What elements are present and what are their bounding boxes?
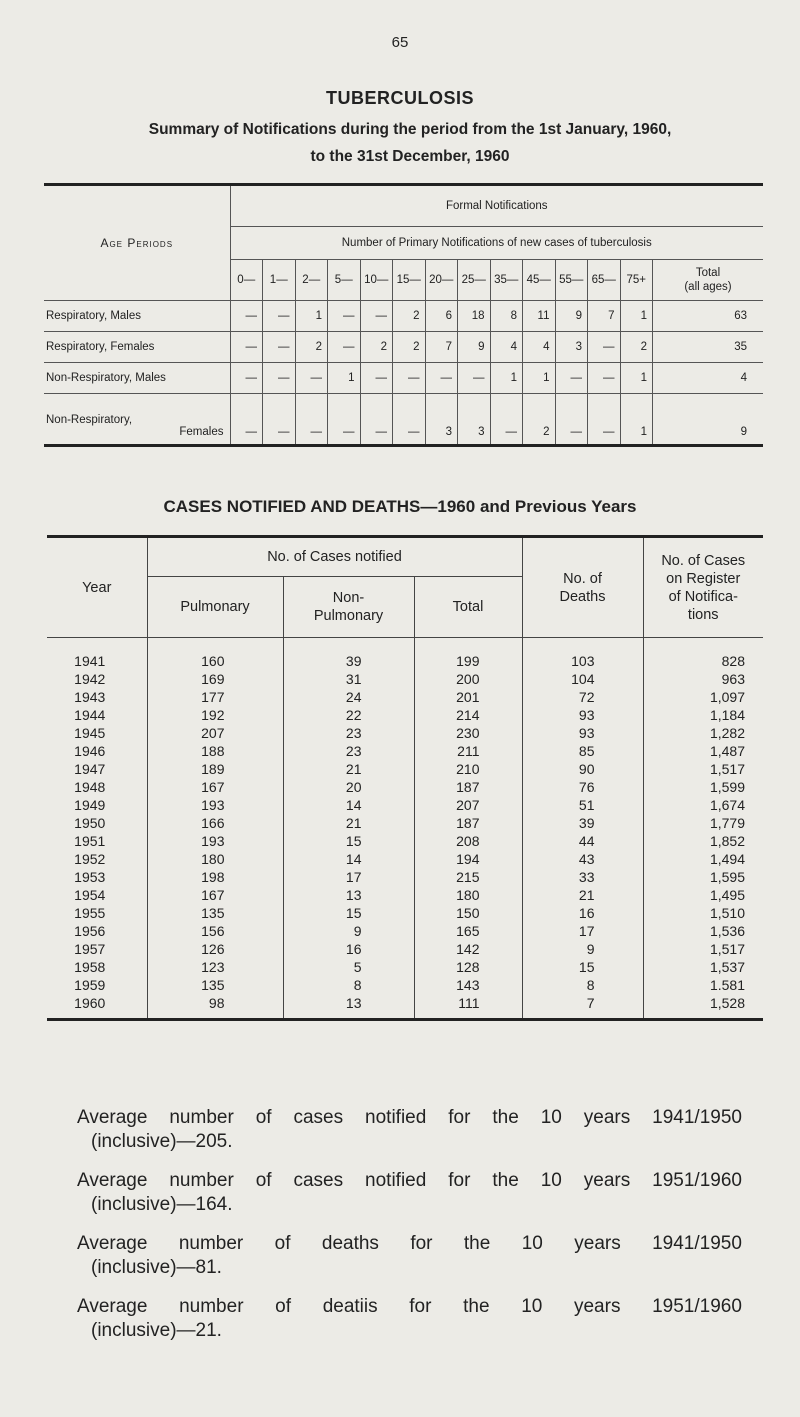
pulmonary-cell: 123 <box>147 958 283 976</box>
total-cell: 200 <box>414 670 522 688</box>
age-value-cell: 4 <box>523 332 556 363</box>
total-header: Total <box>414 577 522 638</box>
age-value-cell: 2 <box>295 332 328 363</box>
deaths-cell: 76 <box>522 778 643 796</box>
note-1 <box>77 1106 742 1154</box>
age-column-header: 10— <box>360 260 393 301</box>
table-row <box>47 742 763 760</box>
year-header: Year <box>47 537 147 638</box>
note-word: Average <box>77 1233 148 1254</box>
total-cell: 210 <box>414 760 522 778</box>
register-cell: 1,674 <box>643 796 763 814</box>
note-word: notified <box>365 1107 427 1128</box>
year-cell: 1960 <box>74 995 106 1011</box>
note-word: the <box>463 1233 491 1254</box>
year-cell: 1954 <box>74 887 106 903</box>
pulmonary-cell: 169 <box>147 670 283 688</box>
pulmonary-cell: 198 <box>147 868 283 886</box>
age-value-cell: — <box>588 332 621 363</box>
deaths-cell: 90 <box>522 760 643 778</box>
pulmonary-cell: 193 <box>147 796 283 814</box>
age-column-header: 1— <box>263 260 296 301</box>
row-label: Respiratory, Females <box>44 332 230 363</box>
age-column-header: 2— <box>295 260 328 301</box>
row-total: 9 <box>653 394 764 446</box>
age-value-cell: — <box>425 363 458 394</box>
year-cell: 1948 <box>74 779 106 795</box>
age-value-cell: — <box>588 394 621 446</box>
total-all-ages-header <box>653 260 764 301</box>
total-header-line-2: (all ages) <box>684 281 732 293</box>
note-word: cases <box>293 1107 344 1128</box>
age-value-cell: 7 <box>588 301 621 332</box>
register-cell: 1,528 <box>643 994 763 1020</box>
year-cell: 1955 <box>74 905 106 921</box>
age-value-cell: 1 <box>620 394 653 446</box>
pulmonary-header: Pulmonary <box>147 577 283 638</box>
age-value-cell: — <box>360 394 393 446</box>
register-cell: 1,536 <box>643 922 763 940</box>
year-cell: 1951 <box>74 833 106 849</box>
year-cell: 1947 <box>74 761 106 777</box>
non-pulmonary-cell: 9 <box>283 922 414 940</box>
year-cell: 1953 <box>74 869 106 885</box>
register-cell: 1,517 <box>643 940 763 958</box>
age-value-cell: — <box>230 332 263 363</box>
register-header-line-1: No. of Cases <box>661 552 746 569</box>
year-cell: 1941 <box>74 653 106 669</box>
year-cell: 1943 <box>74 689 106 705</box>
age-value-cell: 4 <box>490 332 523 363</box>
age-value-cell: — <box>490 394 523 446</box>
non-pulmonary-cell: 21 <box>283 760 414 778</box>
note-word: the <box>492 1170 519 1191</box>
year-cell: 1957 <box>74 941 106 957</box>
table-row <box>47 850 763 868</box>
note-4 <box>77 1295 742 1343</box>
age-value-cell: 8 <box>490 301 523 332</box>
deaths-cell: 93 <box>522 706 643 724</box>
pulmonary-cell: 192 <box>147 706 283 724</box>
total-cell: 208 <box>414 832 522 850</box>
age-column-header: 35— <box>490 260 523 301</box>
note-word: for <box>409 1296 432 1317</box>
pulmonary-cell: 166 <box>147 814 283 832</box>
non-pulmonary-header <box>283 577 414 638</box>
age-value-cell: — <box>555 363 588 394</box>
table-row <box>47 886 763 904</box>
table-row <box>47 940 763 958</box>
pulmonary-cell: 177 <box>147 688 283 706</box>
page-subtitle <box>40 116 780 170</box>
pulmonary-cell: 167 <box>147 886 283 904</box>
deaths-cell: 33 <box>522 868 643 886</box>
total-cell: 165 <box>414 922 522 940</box>
subtitle-line-1: Summary of Notifications during the period from the 1st January, 1960, <box>148 121 672 138</box>
row-label-line-2: Females <box>179 426 224 438</box>
age-column-header: 75+ <box>620 260 653 301</box>
age-value-cell: — <box>230 394 263 446</box>
register-cell: 1,537 <box>643 958 763 976</box>
deaths-cell: 7 <box>522 994 643 1020</box>
age-value-cell: — <box>295 394 328 446</box>
register-cell: 1,184 <box>643 706 763 724</box>
year-cell: 1959 <box>74 977 106 993</box>
age-column-header: 0— <box>230 260 263 301</box>
notifications-summary-table <box>44 183 763 447</box>
non-pulmonary-cell: 13 <box>283 886 414 904</box>
age-value-cell: 2 <box>393 301 426 332</box>
note-1-line-2: (inclusive)—205. <box>91 1131 233 1152</box>
note-2-line-1 <box>77 1169 742 1193</box>
total-header-line-1: Total <box>695 267 721 279</box>
pulmonary-cell: 189 <box>147 760 283 778</box>
register-header-line-4: tions <box>687 606 719 623</box>
non-pulmonary-line-1: Non- <box>332 590 365 606</box>
page-number: 65 <box>391 34 409 51</box>
register-cell: 963 <box>643 670 763 688</box>
note-word: deatiis <box>322 1296 378 1317</box>
formal-notifications-header: Formal Notifications <box>230 185 763 227</box>
age-value-cell: 1 <box>620 363 653 394</box>
deaths-cell: 39 <box>522 814 643 832</box>
age-value-cell: 2 <box>393 332 426 363</box>
total-cell: 201 <box>414 688 522 706</box>
age-value-cell: — <box>263 394 296 446</box>
deaths-cell: 85 <box>522 742 643 760</box>
note-word: Average <box>77 1107 148 1128</box>
note-word: cases <box>293 1170 344 1191</box>
note-word: 10 <box>540 1170 562 1191</box>
table-row <box>47 832 763 850</box>
deaths-cell: 16 <box>522 904 643 922</box>
total-cell: 180 <box>414 886 522 904</box>
non-pulmonary-cell: 14 <box>283 796 414 814</box>
note-word: of <box>274 1233 291 1254</box>
deaths-cell: 51 <box>522 796 643 814</box>
total-cell: 187 <box>414 814 522 832</box>
age-column-header: 25— <box>458 260 491 301</box>
non-pulmonary-cell: 23 <box>283 724 414 742</box>
table-row <box>47 994 763 1020</box>
age-value-cell: — <box>360 363 393 394</box>
table-row <box>47 814 763 832</box>
total-cell: 143 <box>414 976 522 994</box>
averages-notes <box>77 1106 742 1358</box>
age-value-cell: 1 <box>295 301 328 332</box>
non-pulmonary-cell: 15 <box>283 904 414 922</box>
note-3-line-1 <box>77 1232 742 1256</box>
note-2 <box>77 1169 742 1217</box>
pulmonary-cell: 207 <box>147 724 283 742</box>
non-pulmonary-cell: 23 <box>283 742 414 760</box>
register-cell: 1,494 <box>643 850 763 868</box>
note-word: number <box>169 1107 234 1128</box>
total-cell: 207 <box>414 796 522 814</box>
non-pulmonary-cell: 22 <box>283 706 414 724</box>
table-row <box>47 904 763 922</box>
age-value-cell: 2 <box>620 332 653 363</box>
note-4-line-2: (inclusive)—21. <box>91 1320 222 1341</box>
age-column-header: 5— <box>328 260 361 301</box>
row-total: 4 <box>653 363 764 394</box>
register-header <box>643 537 763 638</box>
note-word: Average <box>77 1296 148 1317</box>
row-label: Non-Respiratory, Males <box>44 363 230 394</box>
note-word: notified <box>365 1170 427 1191</box>
note-word: years <box>583 1170 631 1191</box>
age-value-cell: 9 <box>555 301 588 332</box>
register-cell: 1,517 <box>643 760 763 778</box>
note-word: of <box>255 1107 272 1128</box>
non-pulmonary-cell: 8 <box>283 976 414 994</box>
note-word: number <box>178 1233 244 1254</box>
age-value-cell: 2 <box>523 394 556 446</box>
table-row <box>47 670 763 688</box>
table-row <box>47 760 763 778</box>
age-column-header: 45— <box>523 260 556 301</box>
year-cell: 1942 <box>74 671 106 687</box>
age-value-cell: — <box>328 394 361 446</box>
note-word: 1951/1960 <box>652 1170 742 1191</box>
register-cell: 828 <box>643 638 763 671</box>
register-cell: 1,495 <box>643 886 763 904</box>
non-pulmonary-cell: 5 <box>283 958 414 976</box>
note-4-line-1 <box>77 1295 742 1319</box>
pulmonary-cell: 160 <box>147 638 283 671</box>
note-word: years <box>573 1296 621 1317</box>
age-value-cell: 3 <box>425 394 458 446</box>
pulmonary-cell: 135 <box>147 904 283 922</box>
non-pulmonary-cell: 14 <box>283 850 414 868</box>
year-cell: 1950 <box>74 815 106 831</box>
note-word: 1941/1950 <box>652 1233 742 1254</box>
non-pulmonary-cell: 13 <box>283 994 414 1020</box>
age-value-cell: 3 <box>458 394 491 446</box>
age-periods-header: Age Periods <box>44 185 230 301</box>
register-cell: 1,282 <box>643 724 763 742</box>
age-value-cell: 1 <box>490 363 523 394</box>
age-column-header: 20— <box>425 260 458 301</box>
note-word: for <box>448 1107 471 1128</box>
non-pulmonary-cell: 21 <box>283 814 414 832</box>
note-word: number <box>169 1170 234 1191</box>
age-column-header: 65— <box>588 260 621 301</box>
pulmonary-cell: 188 <box>147 742 283 760</box>
deaths-cell: 104 <box>522 670 643 688</box>
age-value-cell: — <box>393 363 426 394</box>
table-row <box>47 688 763 706</box>
table-row <box>47 724 763 742</box>
age-value-cell: — <box>263 301 296 332</box>
age-value-cell: 7 <box>425 332 458 363</box>
pulmonary-cell: 135 <box>147 976 283 994</box>
row-total: 63 <box>653 301 764 332</box>
year-cell: 1944 <box>74 707 106 723</box>
year-cell: 1952 <box>74 851 106 867</box>
age-value-cell: — <box>328 332 361 363</box>
note-word: 1951/1960 <box>652 1296 742 1317</box>
table-row <box>44 301 763 332</box>
table-row <box>47 796 763 814</box>
age-value-cell: 1 <box>523 363 556 394</box>
deaths-cell: 17 <box>522 922 643 940</box>
age-value-cell: — <box>360 301 393 332</box>
age-value-cell: — <box>263 363 296 394</box>
table-row <box>47 868 763 886</box>
age-column-header: 55— <box>555 260 588 301</box>
note-2-line-2: (inclusive)—164. <box>91 1194 233 1215</box>
non-pulmonary-cell: 39 <box>283 638 414 671</box>
note-word: 10 <box>521 1233 543 1254</box>
age-value-cell: 2 <box>360 332 393 363</box>
total-cell: 211 <box>414 742 522 760</box>
age-value-cell: — <box>328 301 361 332</box>
table-row <box>47 706 763 724</box>
note-3-line-2: (inclusive)—81. <box>91 1257 222 1278</box>
non-pulmonary-cell: 17 <box>283 868 414 886</box>
non-pulmonary-cell: 15 <box>283 832 414 850</box>
note-word: Average <box>77 1170 148 1191</box>
deaths-header-line-2: Deaths <box>559 588 606 605</box>
age-value-cell: — <box>393 394 426 446</box>
age-value-cell: 6 <box>425 301 458 332</box>
table-row <box>44 394 763 446</box>
note-word: number <box>179 1296 244 1317</box>
total-cell: 194 <box>414 850 522 868</box>
age-value-cell: — <box>230 301 263 332</box>
deaths-cell: 93 <box>522 724 643 742</box>
register-cell: 1,595 <box>643 868 763 886</box>
age-value-cell: 3 <box>555 332 588 363</box>
deaths-cell: 103 <box>522 638 643 671</box>
subtitle-line-2: to the 31st December, 1960 <box>310 148 510 165</box>
deaths-header-line-1: No. of <box>563 570 602 587</box>
register-cell: 1,779 <box>643 814 763 832</box>
total-cell: 111 <box>414 994 522 1020</box>
age-value-cell: 9 <box>458 332 491 363</box>
age-value-cell: 1 <box>620 301 653 332</box>
year-cell: 1945 <box>74 725 106 741</box>
age-value-cell: — <box>588 363 621 394</box>
age-value-cell: 11 <box>523 301 556 332</box>
note-word: of <box>255 1170 272 1191</box>
table-row <box>47 778 763 796</box>
deaths-cell: 72 <box>522 688 643 706</box>
pulmonary-cell: 180 <box>147 850 283 868</box>
row-label: Respiratory, Males <box>44 301 230 332</box>
total-cell: 187 <box>414 778 522 796</box>
deaths-header <box>522 537 643 638</box>
age-column-header: 15— <box>393 260 426 301</box>
page-title: TUBERCULOSIS <box>325 88 474 108</box>
year-cell: 1949 <box>74 797 106 813</box>
year-cell: 1956 <box>74 923 106 939</box>
note-word: the <box>492 1107 519 1128</box>
row-total: 35 <box>653 332 764 363</box>
note-word: 10 <box>521 1296 543 1317</box>
pulmonary-cell: 167 <box>147 778 283 796</box>
pulmonary-cell: 156 <box>147 922 283 940</box>
register-header-line-2: on Register <box>666 570 741 587</box>
note-word: of <box>275 1296 292 1317</box>
primary-notifications-header: Number of Primary Notifications of new cases of tuberculosis <box>230 227 763 260</box>
total-cell: 215 <box>414 868 522 886</box>
year-cell: 1946 <box>74 743 106 759</box>
year-cell: 1958 <box>74 959 106 975</box>
age-value-cell: — <box>458 363 491 394</box>
deaths-cell: 43 <box>522 850 643 868</box>
age-value-cell: — <box>263 332 296 363</box>
non-pulmonary-cell: 16 <box>283 940 414 958</box>
pulmonary-cell: 98 <box>147 994 283 1020</box>
note-word: for <box>448 1170 471 1191</box>
table-row <box>47 976 763 994</box>
register-cell: 1.581 <box>643 976 763 994</box>
row-label-line-1: Non-Respiratory, <box>46 414 133 426</box>
section-title-cases-deaths: CASES NOTIFIED AND DEATHS—1960 and Previous Years <box>163 497 637 516</box>
note-word: 1941/1950 <box>652 1107 742 1128</box>
register-cell: 1,097 <box>643 688 763 706</box>
deaths-cell: 44 <box>522 832 643 850</box>
table-row <box>44 363 763 394</box>
table-row <box>47 922 763 940</box>
non-pulmonary-cell: 31 <box>283 670 414 688</box>
register-cell: 1,510 <box>643 904 763 922</box>
cases-notified-header: No. of Cases notified <box>147 537 522 577</box>
non-pulmonary-line-2: Pulmonary <box>313 608 384 624</box>
note-word: 10 <box>540 1107 562 1128</box>
cases-deaths-table <box>47 535 763 1021</box>
total-cell: 142 <box>414 940 522 958</box>
deaths-cell: 21 <box>522 886 643 904</box>
note-word: the <box>463 1296 490 1317</box>
age-value-cell: — <box>230 363 263 394</box>
age-value-cell: 18 <box>458 301 491 332</box>
deaths-cell: 15 <box>522 958 643 976</box>
table-row <box>47 958 763 976</box>
note-word: deaths <box>321 1233 379 1254</box>
total-cell: 150 <box>414 904 522 922</box>
register-cell: 1,487 <box>643 742 763 760</box>
register-cell: 1,599 <box>643 778 763 796</box>
age-value-cell: — <box>555 394 588 446</box>
table-row <box>44 332 763 363</box>
total-cell: 214 <box>414 706 522 724</box>
table-row <box>47 638 763 671</box>
deaths-cell: 9 <box>522 940 643 958</box>
note-1-line-1 <box>77 1106 742 1130</box>
total-cell: 199 <box>414 638 522 671</box>
non-pulmonary-cell: 20 <box>283 778 414 796</box>
pulmonary-cell: 126 <box>147 940 283 958</box>
age-value-cell: 1 <box>328 363 361 394</box>
note-word: years <box>574 1233 621 1254</box>
note-3 <box>77 1232 742 1280</box>
non-pulmonary-cell: 24 <box>283 688 414 706</box>
note-word: for <box>410 1233 433 1254</box>
register-header-line-3: of Notifica- <box>668 588 738 605</box>
note-word: years <box>583 1107 631 1128</box>
deaths-cell: 8 <box>522 976 643 994</box>
age-value-cell: — <box>295 363 328 394</box>
register-cell: 1,852 <box>643 832 763 850</box>
pulmonary-cell: 193 <box>147 832 283 850</box>
total-cell: 128 <box>414 958 522 976</box>
total-cell: 230 <box>414 724 522 742</box>
row-label <box>44 394 230 446</box>
